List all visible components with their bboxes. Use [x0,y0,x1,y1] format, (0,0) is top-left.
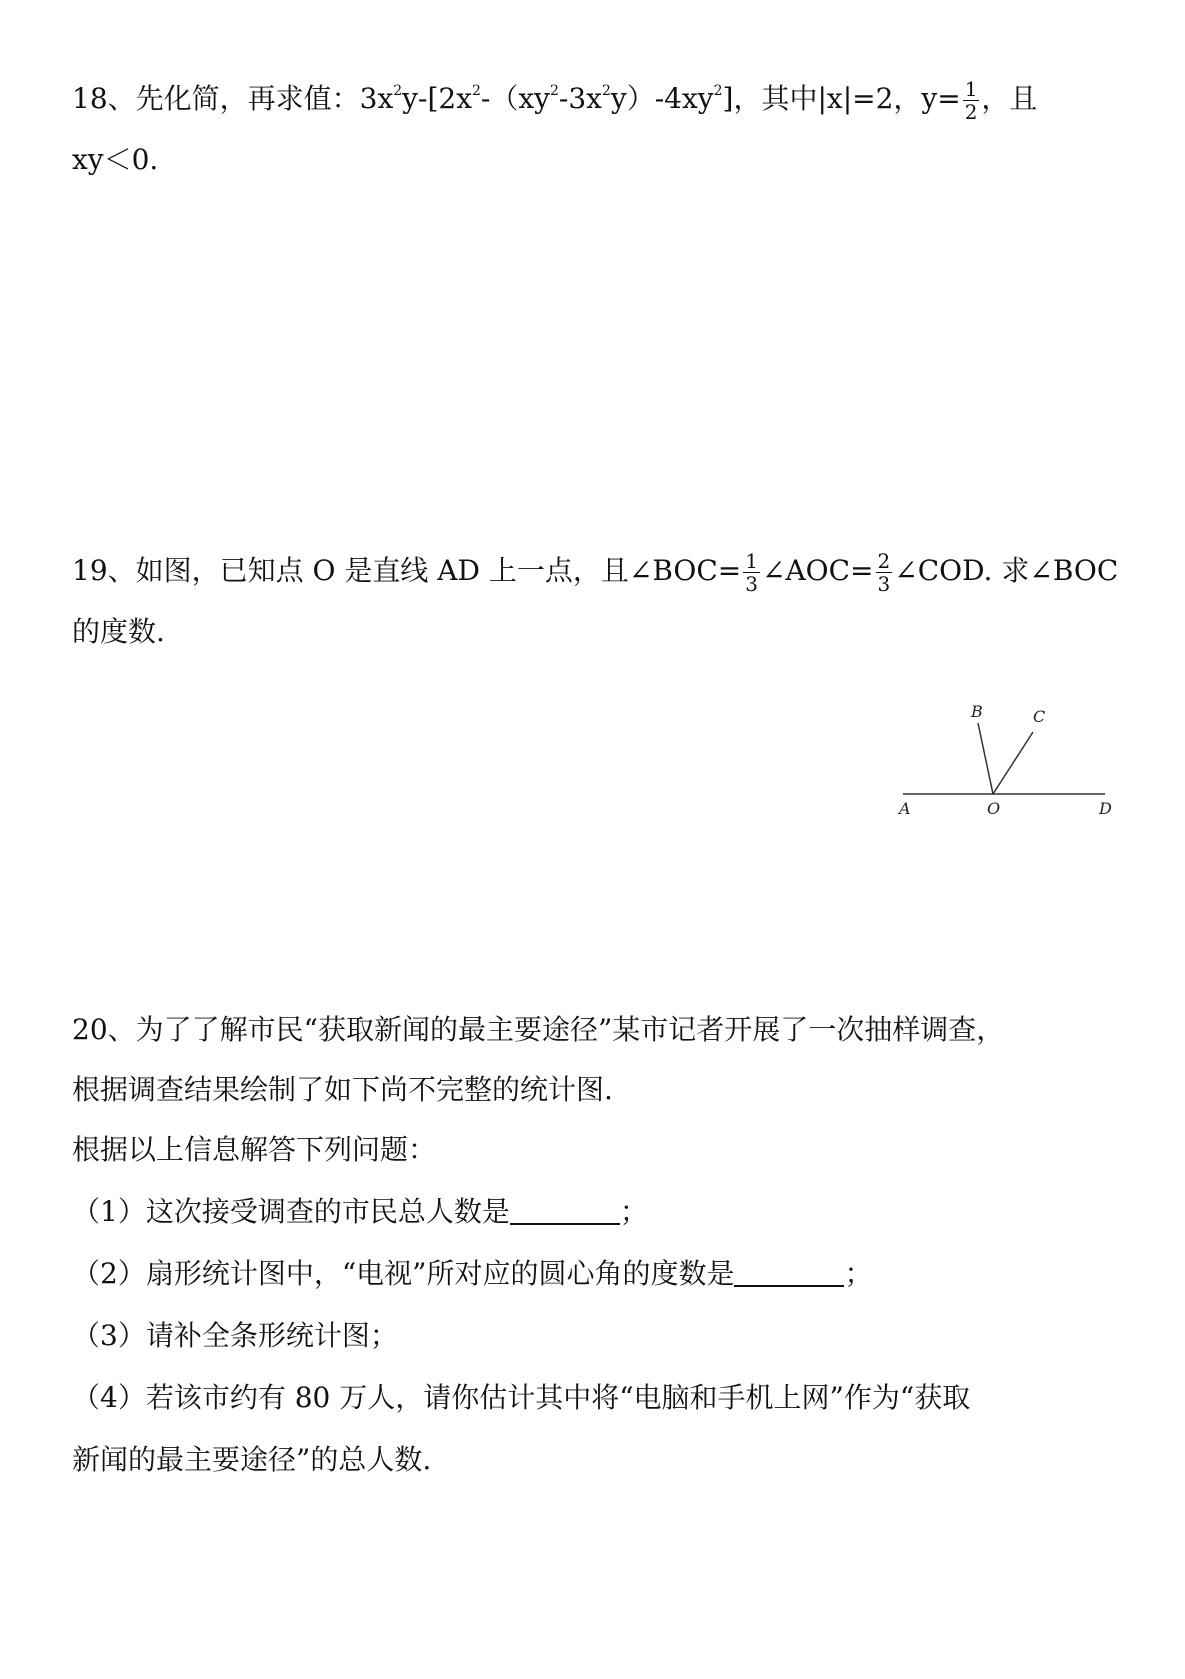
label-d: D [1099,799,1112,818]
q20-sub4-line2: 新闻的最主要途径”的总人数. [72,1443,432,1476]
label-b: B [971,702,983,721]
label-a: A [899,799,911,818]
answer-blank-2[interactable] [734,1259,844,1287]
fraction-one-third: $\frac{1}{3}$ [745,549,758,596]
answer-blank-1[interactable] [510,1197,620,1225]
q19-line1: 19、如图，已知点 O 是直线 AD 上一点，且∠BOC= $\frac{1}{3}$ ∠AOC= $\frac{2}{3}$ ∠COD. 求∠BOC [72,549,1119,596]
q20-sub2: （2）扇形统计图中，“电视”所对应的圆心角的度数是 ； [72,1257,873,1290]
q20-sub3: （3）请补全条形统计图； [72,1319,398,1352]
q19-line2: 的度数. [72,615,165,648]
fraction-two-thirds: $\frac{2}{3}$ [877,549,891,596]
q20-line1: 20、为了了解市民“获取新闻的最主要途径”某市记者开展了一次抽样调查， [72,1013,1005,1046]
q20-line2: 根据调查结果绘制了如下尚不完整的统计图. [72,1073,613,1106]
label-o: O [987,799,1001,818]
q18-line2: xy＜0. [72,143,159,176]
ray-ob [978,723,993,794]
q18-line1: 18、先化简，再求值：$3x^2y-[2x^2-(xy^2-3x^2y)-4xy^2]$，其中|x|=2，y= $\frac{1}{2}$ ，且 [72,77,1038,124]
ray-oc [993,732,1033,794]
label-c: C [1033,707,1046,726]
q20-sub1: （1）这次接受调查的市民总人数是 ； [72,1195,648,1228]
fraction-one-half: $\frac{1}{2}$ [964,77,978,124]
q20-sub4-line1: （4）若该市约有 80 万人，请你估计其中将“电脑和手机上网”作为“获取 [72,1381,971,1414]
q20-line3: 根据以上信息解答下列问题： [72,1133,437,1166]
angle-figure [895,695,1125,820]
